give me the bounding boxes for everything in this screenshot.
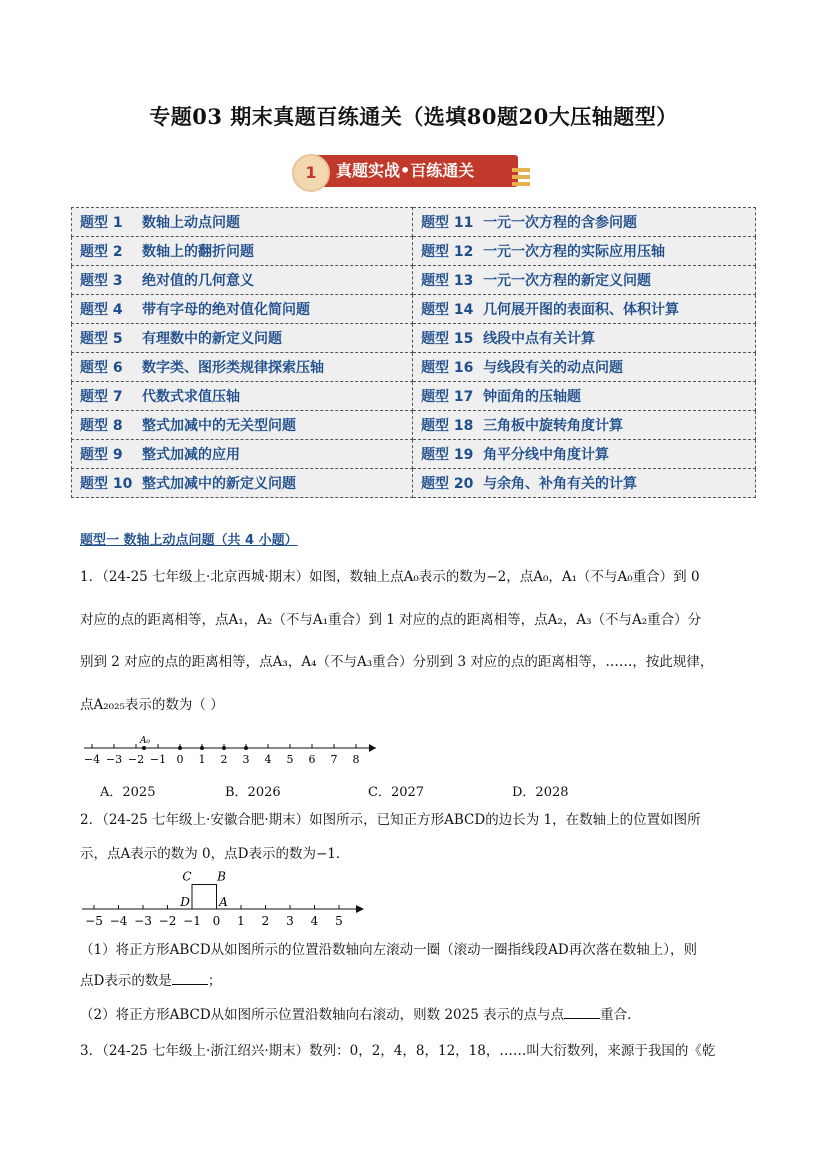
- vertex-c-label: C: [182, 869, 192, 884]
- section-banner: [292, 154, 532, 190]
- topic-cell: [72, 353, 413, 382]
- q1-option-b: B．2026: [225, 785, 281, 800]
- topic-label: 题型 9: [80, 447, 123, 463]
- axis-tick-label: 4: [310, 914, 319, 928]
- topic-cell: [72, 266, 413, 295]
- topic-name: 与余角、补角有关的计算: [483, 476, 638, 492]
- topic-cell: [72, 411, 413, 440]
- q2-part2-end: 重合．: [600, 1007, 641, 1023]
- axis-tick-label: −1: [183, 914, 201, 928]
- q1-option-a: A．2025: [100, 785, 156, 800]
- topic-cell: [72, 469, 413, 498]
- vertex-b-label: B: [217, 869, 226, 884]
- q2-part2-text: （2）将正方形ABCD从如图所示位置沿数轴向右滚动，则数 2025 表示的点与点: [80, 1007, 565, 1023]
- topic-name: 一元一次方程的新定义问题: [483, 273, 652, 289]
- topic-name: 一元一次方程的含参问题: [483, 215, 638, 231]
- axis-tick-label: −1: [149, 753, 167, 766]
- topic-label: 题型 4: [80, 302, 123, 318]
- topic-cell: [413, 208, 756, 237]
- q1-line2: 对应的点的距离相等，点A₁，A₂（不与A₁重合）到 1 对应的点的距离相等，点A₂，A₃（不与A₂重合）分: [80, 612, 702, 628]
- topic-row: [72, 324, 756, 353]
- a0-label: A₀: [139, 736, 151, 746]
- topic-label: 题型 5: [80, 331, 123, 347]
- axis-point: [142, 746, 146, 750]
- axis-tick-label: −4: [83, 753, 101, 766]
- topic-label: 题型 13: [421, 273, 474, 289]
- axis-tick-label: 0: [212, 914, 221, 928]
- axis-tick-label: 5: [335, 914, 343, 928]
- topic-label: 题型 6: [80, 360, 123, 376]
- q1-line4: 点A₂₀₂₅表示的数为（ ）: [80, 697, 224, 713]
- topic-cell: [72, 295, 413, 324]
- q1-line1: 1．（24-25 七年级上·北京西城·期末）如图，数轴上点A₀表示的数为−2，点A₀，A₁（不与A₀重合）到 0: [80, 569, 700, 585]
- q2-part1-line1: （1）将正方形ABCD从如图所示的位置沿数轴向左滚动一圈（滚动一圈指线段AD再次落在数轴上），则: [80, 942, 697, 958]
- topic-label: 题型 12: [421, 244, 474, 260]
- banner-stripes-icon: [512, 168, 532, 190]
- page-title: 专题03 期末真题百练通关（选填80题20大压轴题型）: [149, 104, 678, 129]
- axis-tick-label: 2: [261, 914, 270, 928]
- axis-tick-label: −5: [85, 914, 103, 928]
- square-abcd: [192, 885, 217, 910]
- topic-name: 绝对值的几何意义: [142, 273, 254, 289]
- topic-name: 三角板中旋转角度计算: [483, 418, 624, 434]
- axis-tick-label: 3: [286, 914, 294, 928]
- topic-name: 数轴上的翻折问题: [142, 244, 254, 260]
- topic-name: 几何展开图的表面积、体积计算: [483, 302, 680, 318]
- axis-tick-label: 0: [176, 753, 184, 766]
- q2-answer-blank-2: [564, 1018, 600, 1019]
- topic-label: 题型 11: [421, 215, 474, 231]
- axis-tick-label: 3: [242, 753, 250, 766]
- axis-tick-label: −3: [134, 914, 152, 928]
- axis-tick-label: 5: [286, 753, 294, 766]
- topic-label: 题型 1: [80, 215, 123, 231]
- topic-row: [72, 295, 756, 324]
- topic-name: 数轴上动点问题: [142, 215, 240, 231]
- topic-cell: [413, 353, 756, 382]
- topic-cell: [413, 237, 756, 266]
- topic-name: 整式加减中的新定义问题: [142, 476, 296, 492]
- topic-row: [72, 266, 756, 295]
- axis-tick-label: 7: [330, 753, 338, 766]
- topic-label: 题型 20: [421, 476, 474, 492]
- q1-number-line: [82, 734, 382, 768]
- axis-point: [178, 746, 182, 750]
- topic-row: [72, 237, 756, 266]
- q2-part1-end: ；: [207, 973, 222, 989]
- axis-tick-label: 8: [352, 753, 360, 766]
- q2-number-line: [80, 866, 370, 928]
- topic-row: [72, 411, 756, 440]
- topic-cell: [413, 382, 756, 411]
- axis-tick-label: 2: [220, 753, 228, 766]
- topic-label: 题型 8: [80, 418, 123, 434]
- axis-tick-label: −2: [127, 753, 145, 766]
- topic-cell: [72, 324, 413, 353]
- topic-row: [72, 208, 756, 237]
- topic-cell: [413, 469, 756, 498]
- topic-cell: [413, 411, 756, 440]
- topic-label: 题型 15: [421, 331, 474, 347]
- topic-cell: [72, 382, 413, 411]
- topic-row: [72, 353, 756, 382]
- q2-line1: 2．（24-25 七年级上·安徽合肥·期末）如图所示，已知正方形ABCD的边长为 1，在数轴上的位置如图所: [80, 812, 701, 828]
- axis-tick-label: 1: [237, 914, 245, 928]
- topic-label: 题型 17: [421, 389, 474, 405]
- topic-cell: [72, 440, 413, 469]
- topic-label: 题型 10: [80, 476, 133, 492]
- topic-cell: [413, 324, 756, 353]
- q2-part2-line: [80, 1004, 752, 1026]
- topic-cell: [413, 440, 756, 469]
- topic-row: [72, 382, 756, 411]
- axis-point: [244, 746, 248, 750]
- vertex-d-label: D: [180, 895, 190, 909]
- axis-arrow-icon: [356, 905, 364, 913]
- topic-name: 线段中点有关计算: [483, 331, 596, 347]
- topic-name: 角平分线中角度计算: [483, 447, 610, 463]
- axis-tick-label: 1: [198, 753, 206, 766]
- q1-line3: 别到 2 对应的点的距离相等，点A₃，A₄（不与A₃重合）分别到 3 对应的点的距离相等，……，按此规律，: [80, 654, 714, 670]
- topic-row: [72, 469, 756, 498]
- axis-tick-label: 6: [308, 753, 316, 766]
- topic-label: 题型 2: [80, 244, 123, 260]
- q2-line2: 示，点A表示的数为 0，点D表示的数为−1．: [80, 846, 350, 862]
- topic-label: 题型 16: [421, 360, 474, 376]
- axis-point: [200, 746, 204, 750]
- q2-part1-text: 点D表示的数是: [80, 973, 172, 989]
- axis-tick-label: −4: [109, 914, 128, 928]
- topic-name: 与线段有关的动点问题: [483, 360, 624, 376]
- vertex-a-label: A: [219, 895, 228, 909]
- q1-option-d: D．2028: [512, 785, 569, 800]
- axis-arrow-icon: [369, 744, 376, 752]
- topic-name: 代数式求值压轴: [142, 389, 240, 405]
- topic-name: 带有字母的绝对值化简问题: [142, 302, 310, 318]
- topic-name: 数字类、图形类规律探索压轴: [142, 360, 324, 376]
- topic-table: [71, 207, 756, 498]
- topic-name: 整式加减中的无关型问题: [142, 418, 296, 434]
- topic-label: 题型 14: [421, 302, 474, 318]
- topic-label: 题型 7: [80, 389, 123, 405]
- topic-name: 整式加减的应用: [142, 447, 240, 463]
- section-heading: 题型一 数轴上动点问题（共 4 小题）: [80, 533, 298, 548]
- axis-tick-label: 4: [264, 753, 272, 766]
- axis-tick-label: −2: [158, 914, 177, 928]
- topic-cell: [72, 237, 413, 266]
- topic-cell: [413, 266, 756, 295]
- q2-part1-line2: [80, 970, 752, 992]
- q1-option-c: C．2027: [368, 785, 425, 800]
- topic-label: 题型 3: [80, 273, 123, 289]
- banner-text: 真题实战•百练通关: [336, 161, 475, 180]
- topic-cell: [72, 208, 413, 237]
- topic-name: 钟面角的压轴题: [483, 389, 582, 405]
- banner-number: 1: [305, 163, 317, 182]
- q3-line1: 3．（24-25 七年级上·浙江绍兴·期末）数列：0，2，4，8，12，18，……叫大衍数列，来源于我国的《乾: [80, 1043, 716, 1059]
- topic-name: 一元一次方程的实际应用压轴: [483, 244, 666, 260]
- axis-tick-label: −3: [105, 753, 123, 766]
- topic-label: 题型 19: [421, 447, 474, 463]
- topic-cell: [413, 295, 756, 324]
- topic-row: [72, 440, 756, 469]
- q2-answer-blank-1: [172, 984, 208, 985]
- axis-point: [222, 746, 226, 750]
- topic-label: 题型 18: [421, 418, 474, 434]
- topic-name: 有理数中的新定义问题: [142, 331, 282, 347]
